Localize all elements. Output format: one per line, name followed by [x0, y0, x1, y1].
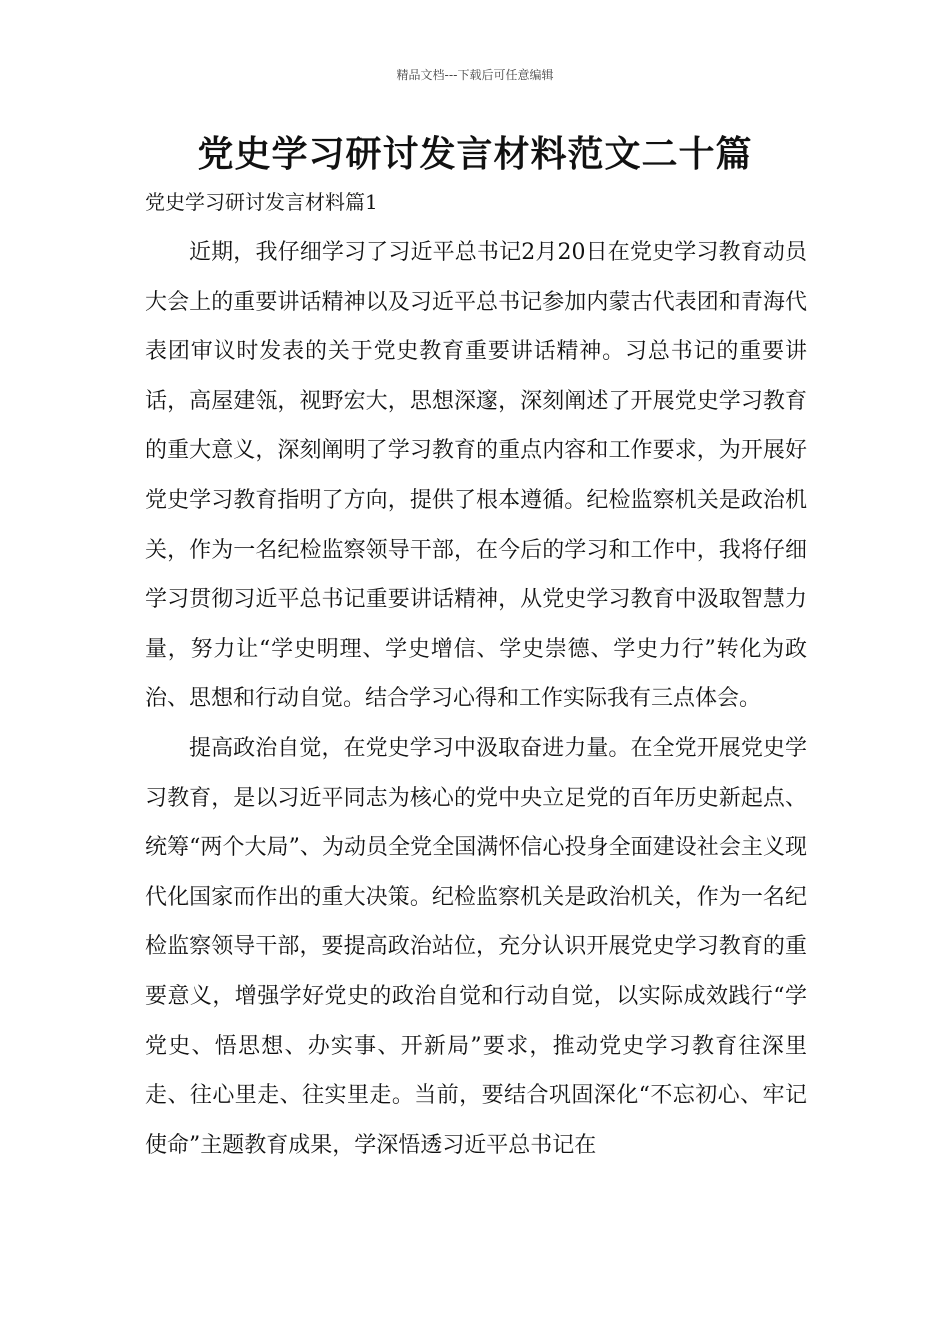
paragraph: 提高政治自觉，在党史学习中汲取奋进力量。在全党开展党史学习教育，是以习近平同志为核心的党中央立足党的百年历史新起点、统筹“两个大局”、为动员全党全国满怀信心投身全面建设社会主义现代化国家而作出的重大决策。纪检监察机关是政治机关，作为一名纪检监察领导干部，要提高政治站位，充分认识开展党史学习教育的重要意义，增强学好党史的政治自觉和行动自觉，以实际成效践行“学党史、悟思想、办实事、开新局”要求，推动党史学习教育往深里走、往心里走、往实里走。当前，要结合巩固深化“不忘初心、牢记使命”主题教育成果，学深悟透习近平总书记在	[145, 735, 807, 1158]
body-text	[145, 228, 807, 1170]
document-title: 党史学习研讨发言材料范文二十篇	[197, 134, 753, 175]
section-heading: 党史学习研讨发言材料篇1	[145, 190, 378, 214]
paragraph: 近期，我仔细学习了习近平总书记2月20日在党史学习教育动员大会上的重要讲话精神以及习近平总书记参加内蒙古代表团和青海代表团审议时发表的关于党史教育重要讲话精神。习总书记的重要讲话，高屋建瓴，视野宏大，思想深邃，深刻阐述了开展党史学习教育的重大意义，深刻阐明了学习教育的重点内容和工作要求，为开展好党史学习教育指明了方向，提供了根本遵循。纪检监察机关是政治机关，作为一名纪检监察领导干部，在今后的学习和工作中，我将仔细学习贯彻习近平总书记重要讲话精神，从党史学习教育中汲取智慧力量，努力让“学史明理、学史增信、学史崇德、学史力行”转化为政治、思想和行动自觉。结合学习心得和工作实际我有三点体会。	[145, 240, 807, 712]
header-note: 精品文档---下载后可任意编辑	[396, 68, 554, 82]
